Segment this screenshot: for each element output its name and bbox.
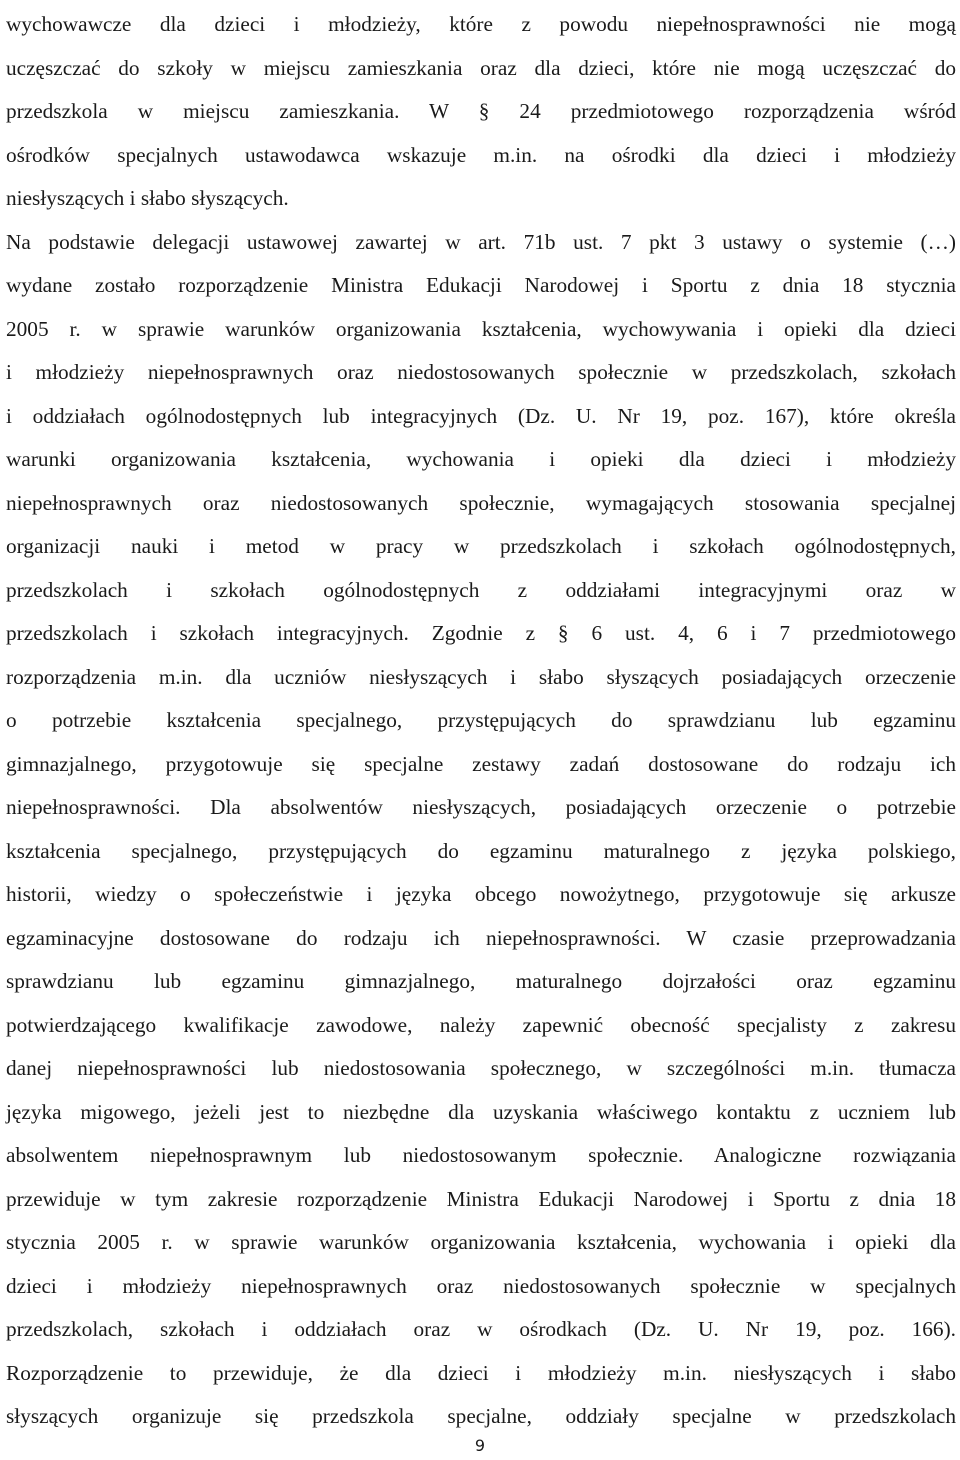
document-page [6, 0, 956, 1460]
text-line: Rozporządzenie to przewiduje, że dla dzieci i młodzieży m.in. niesłyszących i słabo [6, 1360, 956, 1385]
text-line: języka migowego, jeżeli jest to niezbędne dla uzyskania właściwego kontaktu z uczniem lub [6, 1099, 956, 1124]
text-line: i młodzieży niepełnosprawnych oraz niedostosowanych społecznie w przedszkolach, szkołach [6, 360, 956, 384]
text-line: rozporządzenia m.in. dla uczniów niesłyszących i słabo słyszących posiadających orzeczenie [6, 664, 956, 689]
text-line: niesłyszących i słabo słyszących. [6, 186, 289, 210]
text-line: sprawdzianu lub egzaminu gimnazjalnego, maturalnego dojrzałości oraz egzaminu [6, 969, 956, 993]
text-line: organizacji nauki i metod w pracy w przedszkolach i szkołach ogólnodostępnych, [6, 534, 956, 558]
text-line: ośrodków specjalnych ustawodawca wskazuje m.in. na ośrodki dla dzieci i młodzieży [6, 142, 956, 167]
text-line: przedszkola w miejscu zamieszkania. W § 24 przedmiotowego rozporządzenia wśród [6, 99, 956, 123]
text-line: absolwentem niepełnosprawnym lub niedostosowanym społecznie. Analogiczne rozwiązania [6, 1143, 956, 1167]
text-line: przedszkolach i szkołach integracyjnych. Zgodnie z § 6 ust. 4, 6 i 7 przedmiotowego [6, 621, 956, 645]
document-body [6, 3, 956, 1439]
text-line: gimnazjalnego, przygotowuje się specjalne zestawy zadań dostosowane do rodzaju ich [6, 751, 956, 776]
text-line: danej niepełnosprawności lub niedostosowania społecznego, w szczególności m.in. tłumacza [6, 1056, 956, 1080]
text-line: przedszkolach i szkołach ogólnodostępnych z oddziałami integracyjnymi oraz w [6, 577, 956, 602]
text-line: historii, wiedzy o społeczeństwie i języka obcego nowożytnego, przygotowuje się arkusze [6, 882, 956, 906]
text-line: wydane zostało rozporządzenie Ministra Edukacji Narodowej i Sportu z dnia 18 stycznia [6, 273, 956, 297]
text-line: przewiduje w tym zakresie rozporządzenie Ministra Edukacji Narodowej i Sportu z dnia 18 [6, 1186, 956, 1211]
text-line: o potrzebie kształcenia specjalnego, przystępujących do sprawdzianu lub egzaminu [6, 708, 956, 732]
text-line: wychowawcze dla dzieci i młodzieży, które z powodu niepełnosprawności nie mogą [6, 12, 956, 36]
text-line: 2005 r. w sprawie warunków organizowania kształcenia, wychowywania i opieki dla dzieci [6, 316, 956, 341]
text-line: uczęszczać do szkoły w miejscu zamieszkania oraz dla dzieci, które nie mogą uczęszczać do [6, 55, 956, 80]
text-line: słyszących organizuje się przedszkola specjalne, oddziały specjalne w przedszkolach [6, 1404, 956, 1428]
text-line: potwierdzającego kwalifikacje zawodowe, należy zapewnić obecność specjalisty z zakresu [6, 1012, 956, 1037]
text-line: egzaminacyjne dostosowane do rodzaju ich niepełnosprawności. W czasie przeprowadzania [6, 925, 956, 950]
text-line: warunki organizowania kształcenia, wychowania i opieki dla dzieci i młodzieży [6, 447, 956, 471]
text-line: przedszkolach, szkołach i oddziałach oraz w ośrodkach (Dz. U. Nr 19, poz. 166). [6, 1317, 956, 1341]
text-line: i oddziałach ogólnodostępnych lub integracyjnych (Dz. U. Nr 19, poz. 167), które określa [6, 403, 956, 428]
text-line: kształcenia specjalnego, przystępujących do egzaminu maturalnego z języka polskiego, [6, 838, 956, 863]
text-line: stycznia 2005 r. w sprawie warunków organizowania kształcenia, wychowania i opieki dla [6, 1230, 956, 1254]
page-number: 9 [474, 1436, 486, 1455]
text-line: niepełnosprawności. Dla absolwentów niesłyszących, posiadających orzeczenie o potrzebie [6, 795, 956, 819]
text-line: Na podstawie delegacji ustawowej zawartej w art. 71b ust. 7 pkt 3 ustawy o systemie (…) [6, 229, 956, 254]
text-line: niepełnosprawnych oraz niedostosowanych społecznie, wymagających stosowania specjalnej [6, 490, 956, 515]
text-line: dzieci i młodzieży niepełnosprawnych oraz niedostosowanych społecznie w specjalnych [6, 1273, 956, 1298]
